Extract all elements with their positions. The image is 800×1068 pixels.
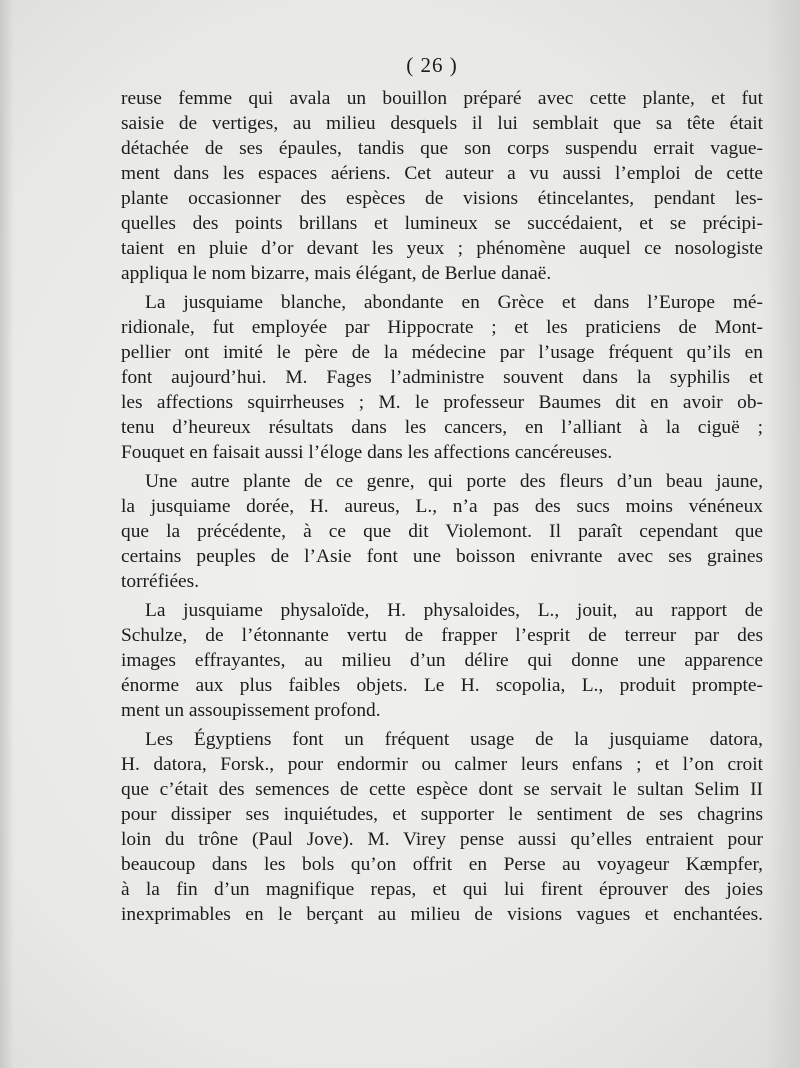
text-line: pour dissiper ses inquiétudes, et supporter le sentiment de ses chagrins <box>121 804 763 825</box>
text-line: images effrayantes, au milieu d’un délire qui donne une apparence <box>121 650 763 671</box>
paragraph <box>121 598 763 723</box>
text-line: ment un assoupissement profond. <box>121 700 381 721</box>
paragraph <box>121 86 763 286</box>
text-line: loin du trône (Paul Jove). M. Virey pense aussi qu’elles entraient pour <box>121 829 763 850</box>
text-line: énorme aux plus faibles objets. Le H. scopolia, L., produit prompte- <box>121 675 763 696</box>
text-line: La jusquiame blanche, abondante en Grèce et dans l’Europe mé- <box>145 292 763 313</box>
text-line: Schulze, de l’étonnante vertu de frapper l’esprit de terreur par des <box>121 625 763 646</box>
text-line: détachée de ses épaules, tandis que son corps suspendu errait vague- <box>121 138 763 159</box>
text-line: Une autre plante de ce genre, qui porte des fleurs d’un beau jaune, <box>145 471 763 492</box>
paragraph <box>121 727 763 927</box>
paragraph <box>121 469 763 594</box>
text-line: tenu d’heureux résultats dans les cancers, en l’alliant à la ciguë ; <box>121 417 763 438</box>
text-line: taient en pluie d’or devant les yeux ; phénomène auquel ce nosologiste <box>121 238 763 259</box>
text-line: saisie de vertiges, au milieu desquels il lui semblait que sa tête était <box>121 113 763 134</box>
text-line: ridionale, fut employée par Hippocrate ; et les praticiens de Mont- <box>121 317 763 338</box>
text-line: inexprimables en le berçant au milieu de visions vagues et enchantées. <box>121 904 763 925</box>
page-edge-shadow <box>766 0 800 1068</box>
text-line: à la fin d’un magnifique repas, et qui lui firent éprouver des joies <box>121 879 763 900</box>
text-line: la jusquiame dorée, H. aureus, L., n’a pas des sucs moins vénéneux <box>121 496 763 517</box>
text-line: plante occasionner des espèces de visions étincelantes, pendant les- <box>121 188 763 209</box>
text-line: appliqua le nom bizarre, mais élégant, de Berlue danaë. <box>121 263 552 284</box>
text-line: H. datora, Forsk., pour endormir ou calmer leurs enfans ; et l’on croit <box>121 754 763 775</box>
text-line: pellier ont imité le père de la médecine par l’usage fréquent qu’ils en <box>121 342 763 363</box>
paragraph <box>121 290 763 465</box>
text-line: que c’était des semences de cette espèce dont se servait le sultan Selim II <box>121 779 763 800</box>
page-number: ( 26 ) <box>406 53 458 77</box>
text-line: font aujourd’hui. M. Fages l’administre souvent dans la syphilis et <box>121 367 763 388</box>
page-gutter-shadow <box>0 0 14 1068</box>
text-line: torréfiées. <box>121 571 200 592</box>
text-line: que la précédente, à ce que dit Violemont. Il paraît cependant que <box>121 521 763 542</box>
text-line: reuse femme qui avala un bouillon préparé avec cette plante, et fut <box>121 88 763 109</box>
text-line: La jusquiame physaloïde, H. physaloides, L., jouit, au rapport de <box>145 600 763 621</box>
text-line: Les Égyptiens font un fréquent usage de la jusquiame datora, <box>145 729 763 750</box>
text-line: ment dans les espaces aériens. Cet auteur a vu aussi l’emploi de cette <box>121 163 763 184</box>
page-body <box>121 86 763 927</box>
text-line: les affections squirrheuses ; M. le professeur Baumes dit en avoir ob- <box>121 392 763 413</box>
text-line: quelles des points brillans et lumineux se succédaient, et se précipi- <box>121 213 763 234</box>
text-line: Fouquet en faisait aussi l’éloge dans les affections cancéreuses. <box>121 442 613 463</box>
text-line: beaucoup dans les bols qu’on offrit en Perse au voyageur Kæmpfer, <box>121 854 763 875</box>
text-line: certains peuples de l’Asie font une boisson enivrante avec ses graines <box>121 546 763 567</box>
